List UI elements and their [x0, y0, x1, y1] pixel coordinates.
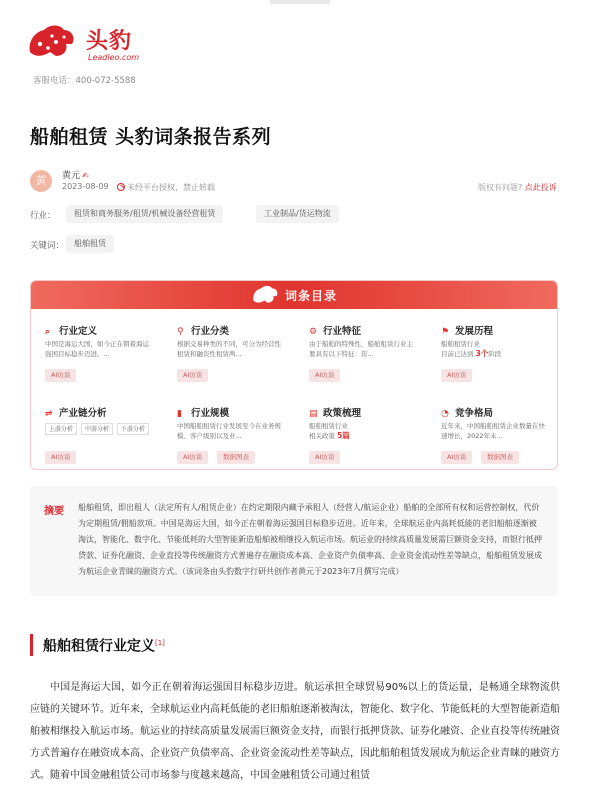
ai-interview-chip[interactable]: AI访谈 — [45, 369, 76, 382]
publish-date: 2023-08-09 — [62, 182, 109, 191]
catalog-item-title: 产业链分析 — [59, 408, 107, 419]
policy-count: 5篇 — [337, 431, 350, 440]
report-link[interactable]: 点此投诉 — [524, 183, 557, 192]
abstract-box — [30, 486, 558, 596]
ai-interview-chip[interactable]: AI访谈 — [177, 369, 208, 382]
ai-interview-chip[interactable]: AI访谈 — [309, 451, 340, 464]
catalog-title: 词条目录 — [285, 289, 338, 303]
catalog-item-title: 竞争格局 — [455, 408, 494, 419]
catalog-panel — [30, 280, 558, 470]
keyword-tag[interactable]: 船舶租赁 — [66, 235, 114, 253]
catalog-item-desc — [441, 339, 551, 359]
author-name: 黄元 — [62, 171, 81, 181]
ai-interview-chip[interactable]: AI访谈 — [177, 451, 208, 464]
author-name-row[interactable] — [62, 168, 89, 181]
section-title: 船舶租赁行业定义 — [43, 638, 155, 655]
catalog-item-history[interactable] — [441, 323, 558, 401]
service-phone: 客服电话：400-072-5588 — [33, 76, 136, 86]
chain-icon: ⇌ — [45, 409, 53, 419]
data-chart-chip[interactable]: 数据图表 — [481, 451, 519, 464]
avatar[interactable]: 黄 — [30, 170, 52, 192]
downstream-chip[interactable]: 下游分析 — [117, 423, 149, 435]
catalog-item-classification[interactable] — [177, 323, 302, 401]
section-heading — [30, 634, 165, 656]
catalog-item-title: 政策梳理 — [323, 408, 362, 419]
ai-interview-chip[interactable]: AI访谈 — [309, 369, 340, 382]
industry-label: 行业： — [30, 211, 56, 221]
catalog-item-desc: 根据交易种类的不同，可分为经营性租赁和融资性租赁两... — [177, 340, 281, 358]
catalog-item-title: 行业特征 — [323, 326, 362, 337]
catalog-header — [31, 281, 557, 309]
upstream-chip[interactable]: 上游分析 — [45, 423, 77, 435]
abstract-label: 摘要 — [44, 506, 64, 517]
ai-interview-chip[interactable]: AI访谈 — [441, 451, 472, 464]
bar-chart-icon: ▮ — [177, 409, 182, 419]
page-title: 船舶租赁 头豹词条报告系列 — [30, 126, 272, 148]
section-body: 中国是海运大国，如今正在朝着海运强国目标稳步迈进。航运承担全球贸易90%以上的货运量，是畅通全球物流供应链的关键环节。近年来，全球航运业内高耗低能的老旧船舶逐渐被淘汰，智能化、数字化、节能低耗的大型智能新造船舶被相继投入航运市场。航运业的持续高质量发展需巨额资金支持，而银行抵押贷款、证券化融资、企业直投等传统融资方式普遍存在融资成本高、企业资产负债率高、企业资金流动性差等缺点，因此船舶租赁发展成为航运企业青睐的融资方式。随着中国金融租赁公司市场参与度越来越高，中国金融租赁公司通过租赁 — [30, 682, 560, 781]
leopard-logo-icon — [26, 22, 76, 62]
catalog-item-features[interactable] — [309, 323, 434, 401]
hierarchy-icon: ⚲ — [177, 327, 184, 337]
rights-question: 版权有问题? — [478, 183, 523, 192]
midstream-chip[interactable]: 中游分析 — [81, 423, 113, 435]
catalog-item-competition[interactable] — [441, 405, 558, 470]
ai-interview-chip[interactable]: AI访谈 — [45, 451, 76, 464]
prohibited-icon — [117, 183, 125, 191]
footnote-ref[interactable]: [1] — [155, 639, 165, 647]
brand-domain: Leadleo.com — [88, 53, 140, 62]
data-chart-chip[interactable]: 数据图表 — [217, 451, 255, 464]
copyright-warning — [117, 182, 215, 193]
catalog-item-desc — [309, 421, 419, 441]
policy-desc-line2: 相关政策 — [309, 432, 338, 440]
policy-doc-icon: ▤ — [309, 409, 318, 419]
history-stage-count: 3个 — [475, 349, 489, 358]
industry-tag[interactable]: 工业制品/货运物流 — [256, 205, 339, 223]
timeline-icon: ⚑ — [441, 327, 450, 337]
catalog-item-title: 行业分类 — [191, 326, 230, 337]
policy-desc-line1: 船舶租赁行业 — [309, 422, 348, 430]
rights-report — [478, 182, 557, 193]
catalog-item-title: 行业规模 — [191, 408, 230, 419]
keywords-label: 关键词： — [30, 241, 65, 251]
top-divider — [270, 0, 330, 4]
history-desc-line1: 船舶租赁行业 — [441, 340, 480, 348]
catalog-item-policy[interactable] — [309, 405, 434, 470]
leadleo-logo[interactable] — [26, 20, 146, 70]
features-icon: ⚙ — [309, 327, 318, 337]
brand-name: 头豹 — [86, 29, 133, 54]
leopard-logo-icon — [251, 284, 279, 306]
author-badge-icon: ✍ — [82, 171, 89, 180]
catalog-item-desc: 由于船舶的特殊性，船舶租赁行业主要具有以下特征：资... — [309, 340, 413, 358]
catalog-item-desc: 中国是海运大国，如今正在朝着海运强国目标稳步迈进。... — [45, 340, 149, 358]
catalog-item-chain[interactable] — [45, 405, 170, 470]
history-desc-line2: 目前已达到 — [441, 350, 476, 358]
ai-interview-chip[interactable]: AI访谈 — [441, 369, 472, 382]
catalog-item-desc: 近年来，中国船舶租赁企业数量在快速增长，2022年未... — [441, 422, 545, 440]
history-desc-suffix: 阶段 — [488, 350, 502, 358]
industry-tag[interactable]: 租赁和商务服务/租赁/机械设备经营租赁 — [66, 205, 223, 223]
catalog-item-title: 行业定义 — [59, 326, 98, 337]
catalog-item-title: 发展历程 — [455, 326, 494, 337]
copyright-warning-text: 未经平台授权，禁止转载 — [127, 183, 215, 192]
pie-chart-icon: ◔ — [441, 409, 449, 419]
catalog-item-definition[interactable] — [45, 323, 170, 401]
catalog-item-desc: 中国船舶租赁行业发展至今在业务规模、客户级别以及业... — [177, 422, 281, 440]
catalog-item-scale[interactable] — [177, 405, 302, 470]
search-doc-icon: ⌕ — [45, 327, 51, 337]
abstract-text: 船舶租赁，即出租人（法定所有人/租赁企业）在约定期限内藏予承租人（经营人/航运企业）船舶的全部所有权和运营控制权，代价为定期租赁/佣船款项。中国是海运大国，如今正在朝着海运强国目标稳步迈进。近年来，全球航运业内高耗低能的老旧船舶逐渐被淘汰，智能化、数字化、节能低耗的大型智能新造船舶被相继投入航运市场。航运业的持续高质量发展需巨额资金支持，而银行抵押贷款、证券化融资、企业直投等传统融资方式普遍存在融资成本高、企业资产负债率高、企业资金流动性差等缺点，船舶租赁发展成为航运企业青睐的融资方式。（该词条由头豹数字行研共创作者黄元于2023年7月撰写完成） — [78, 503, 542, 576]
